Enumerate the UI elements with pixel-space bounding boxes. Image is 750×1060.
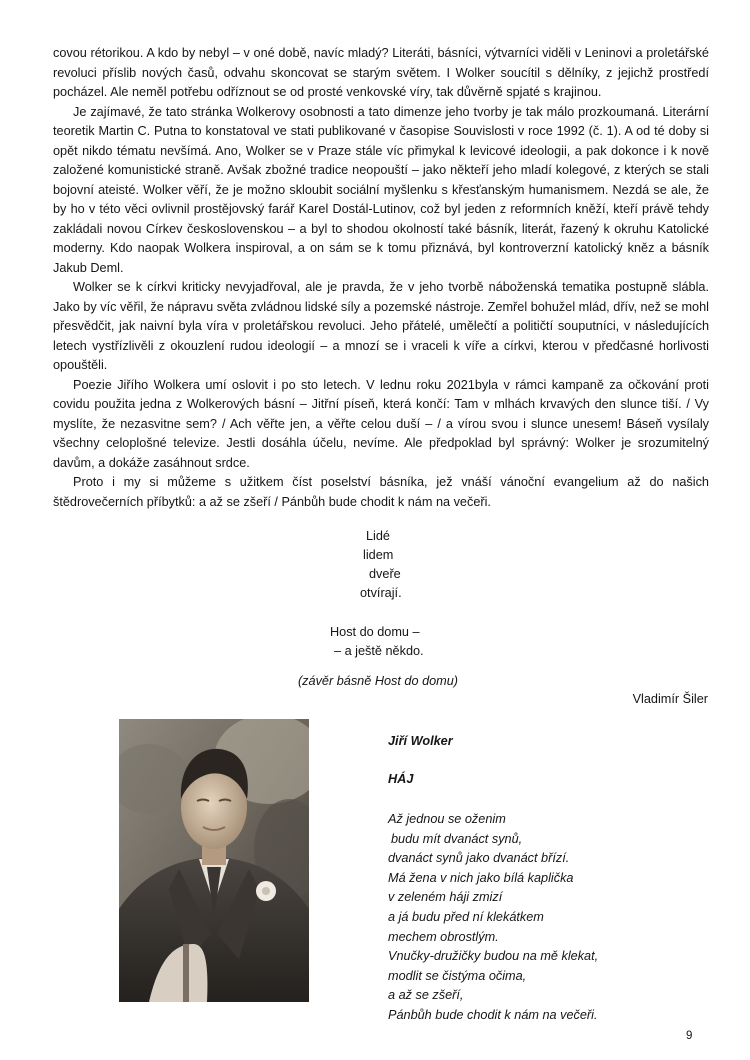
poem-line: Až jednou se oženim [388, 812, 506, 826]
paragraph-5: Proto i my si můžeme s užitkem číst poselství básníka, jež vnáší vánoční evangelium až do našich štědrovečerních příbytků: a až se zšeří / Pánbůh bude chodit k nám na večeři. [53, 475, 709, 509]
paragraph-2: Je zajímavé, že tato stránka Wolkerovy osobnosti a tato dimenze jeho tvorby je tak málo prozkoumaná. Literární teoretik Martin C. Putna to konstatoval ve stati publikované v časopise Souvislosti v roce 1992 (č. 1). A od té doby si opět nikdo tématu nevšímá. Ano, Wolker se v Praze stále víc přimykal k levicové ideologii, a pak dokonce i k nově založené komunistické straně. Avšak zbožné tradice neopouští – jako někteří jeho mladí kolegové, z kterých se stali bojovní ateisté. Wolker věří, že je možno skloubit sociální myšlenku s křesťanským humanismem. Nezdá se ale, že by ho v této věci ovlivnil prostějovský farář Karel Dostál-Lutinov, což byl jeden z reformních kněží, kteří právě tehdy zakládali novou Církev československou – a byl to shodou okolností také básník, literát, řazený k okruhu Katolické moderny. Kdo naopak Wolkera inspiroval, a on sám se k tomu přiznává, byl kontroverzní katolický kněz a básník Jakub Deml. [53, 104, 709, 275]
poem-stanza [388, 810, 708, 1026]
page-number: 9 [686, 1030, 693, 1042]
poem-title: HÁJ [388, 772, 414, 786]
author-signature: Vladimír Šiler [632, 692, 708, 706]
poem-line: budu mít dvanáct synů, [391, 831, 523, 846]
poem-line: Pánbůh bude chodit k nám na večeři. [388, 1007, 598, 1022]
excerpt-source-note: (závěr básně Host do domu) [297, 674, 459, 688]
poem-line: dvanáct synů jako dvanáct břízí. [388, 851, 570, 866]
poem-line: Vnučky-družičky budou na mě klekat, [388, 949, 599, 964]
paragraph-4: Poezie Jiřího Wolkera umí oslovit i po sto letech. V lednu roku 2021byla v rámci kampaně za očkování proti covidu použita jedna z Wolkerových básní – Jitřní píseň, která končí: Tam v mlhách krvavých den slunce tiší. / Vy myslíte, že nezasvitne sem? / Ach věřte jen, a věřte celou duší – / a vírou svou i slunce unesem! Báseň vysílaly všechny celoplošné televize. Jestli dosáhla účelu, nevíme. Ale předpoklad byl správný: Wolker je srozumitelný davům, a dokáže zasáhnout srdce. [53, 377, 709, 470]
poem-line: mechem obrostlým. [388, 929, 499, 944]
poem-line: modlit se čistýma očima, [388, 968, 527, 983]
poem-line: v zeleném háji zmizí [388, 890, 503, 905]
article-body [53, 44, 709, 512]
poem-line: a já budu před ní klekátkem [388, 909, 544, 924]
poem-line: Má žena v nich jako bílá kaplička [388, 870, 574, 885]
paragraph-3: Wolker se k církvi kriticky nevyjadřoval, ale je pravda, že v jeho tvorbě náboženská tematika postupně slábla. Jako by víc věřil, že nápravu světa zvládnou lidské síly a pozemské nástroje. Zemřel bohužel mlád, dřív, než se mohl přesvědčit, jak naivní byla víra v proletářskou revoluci. Jeho přátelé, umělečtí a političtí souputníci, v následujících letech vystřízlivěli z okouzlení rudou ideologií – a mnozí se i vraceli k víře a církvi, kterou v předčasné horlivosti opouštěli. [53, 280, 709, 372]
poem-author: Jiří Wolker [388, 734, 453, 748]
excerpt-line: lidem [363, 548, 394, 562]
poet-portrait-photo [119, 719, 309, 1002]
excerpt-line: Host do domu – [330, 625, 420, 639]
excerpt-line: Lidé [366, 529, 390, 543]
excerpt-line: otvírají. [360, 586, 402, 600]
poem-hay [388, 732, 708, 1026]
paragraph-1: covou rétorikou. A kdo by nebyl – v oné době, navíc mladý? Literáti, básníci, výtvarníci viděli v Leninovi a proletářské revoluci příslib nových časů, odvahu skoncovat se starým světem. I Wolker soucítil s dělníky, z jejichž prostředí pocházel. Ale neměl potřebu odříznout se od prosté venkovské víry, tak důvěrně spjaté s krajinou. [53, 46, 709, 99]
excerpt-line: dveře [369, 567, 401, 581]
excerpt-line: – a ještě někdo. [334, 644, 424, 658]
poem-line: a až se zšeří, [388, 988, 464, 1003]
